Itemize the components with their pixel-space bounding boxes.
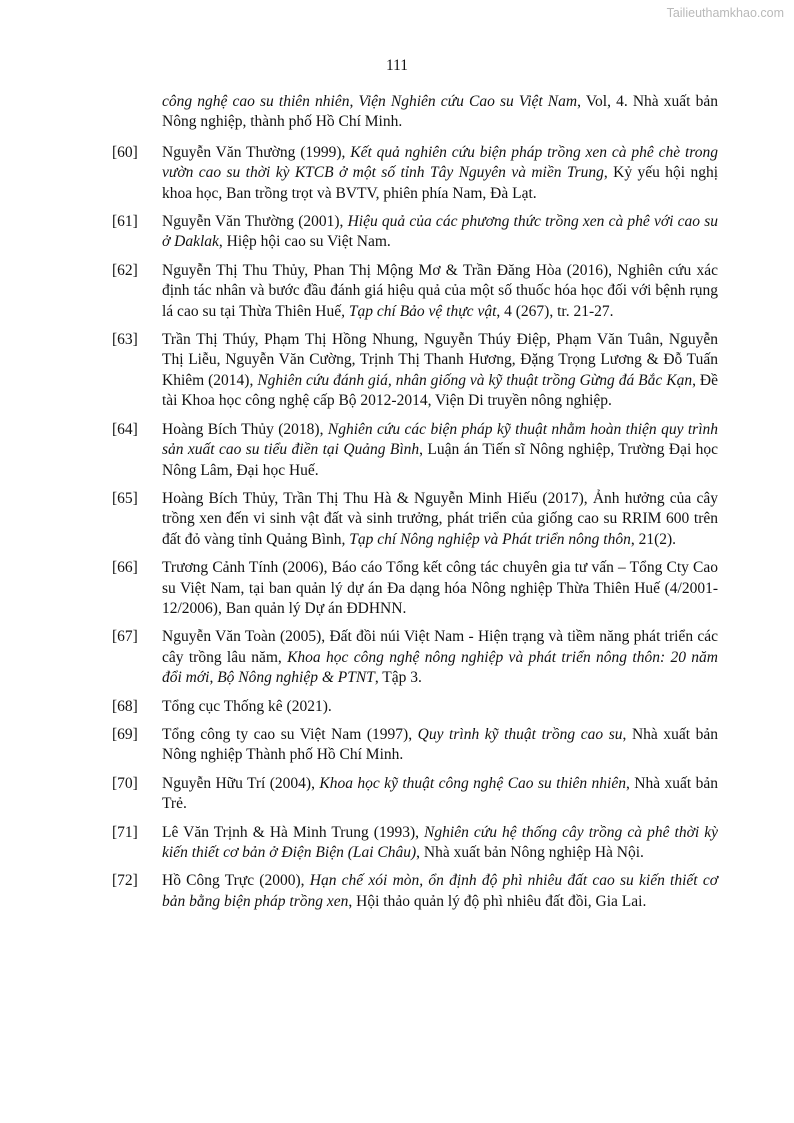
reference-segment: Trần Thị Thúy, Phạm Thị Hồng Nhung, Nguyễn Thúy Điệp, Phạm Văn Tuân, Nguyễn Thị Liễu, Nguyễn Văn Cường, Trịnh Thị Thanh Hương, Đặng Trọng Lương & Đỗ Tuấn Khiêm (2014),	[162, 331, 718, 389]
reference-segment: , Đề tài Khoa học công nghệ cấp Bộ 2012-2014, Viện Di truyền nông nghiệp.	[162, 371, 718, 410]
reference-segment: , Nhà xuất bản Trẻ.	[162, 774, 719, 813]
reference-number: [60]	[112, 143, 138, 161]
reference-segment: Hồ Công Trực (2000),	[162, 872, 310, 890]
reference-segment: Nguyễn Văn Thường (2001),	[162, 213, 348, 231]
reference-title: Kết quả nghiên cứu biện pháp trồng xen cà phê chè trong vườn cao su thời kỳ KTCB ở một số tỉnh Tây Nguyên và miền Trung	[162, 143, 718, 182]
reference-text	[162, 824, 718, 861]
reference-text	[162, 698, 332, 715]
reference-text	[162, 262, 718, 320]
reference-segment: , Tập 3.	[374, 669, 422, 687]
reference-title: Nghiên cứu đánh giá, nhân giống và kỹ thuật trồng Gừng đá Bắc Kạn	[257, 371, 693, 389]
reference-segment: , Hội thảo quản lý độ phì nhiêu đất đồi, Gia Lai.	[348, 892, 647, 910]
reference-text	[162, 726, 718, 763]
reference-title: , Tạp chí Nông nghiệp và Phát triển nông thôn	[341, 530, 631, 548]
reference-items	[112, 143, 718, 912]
watermark: Tailieuthamkhao.com	[666, 6, 784, 20]
reference-item	[112, 725, 718, 766]
reference-number: [63]	[112, 331, 138, 349]
reference-text	[162, 559, 718, 617]
reference-text	[162, 872, 718, 909]
reference-segment: , 21(2).	[630, 530, 677, 548]
reference-title: Hạn chế xói mòn, ổn định độ phì nhiêu đất cao su kiến thiết cơ bản bằng biện pháp trồng xen	[162, 872, 718, 910]
reference-segment: , Luận án Tiến sĩ Nông nghiệp, Trường Đại học Nông Lâm, Đại học Huế.	[162, 441, 719, 479]
reference-number: [70]	[112, 774, 138, 792]
reference-title: , Tạp chí Bảo vệ thực vật	[341, 302, 497, 320]
reference-item	[112, 774, 718, 815]
reference-item	[112, 261, 718, 322]
reference-number: [66]	[112, 559, 138, 577]
reference-item	[112, 420, 718, 481]
reference-item	[112, 143, 718, 204]
reference-number: [61]	[112, 213, 138, 231]
reference-text	[162, 421, 718, 479]
reference-title: Khoa học công nghệ nông nghiệp và phát triển nông thôn: 20 năm đổi mới, Bộ Nông nghiệp & PTNT	[162, 648, 718, 687]
reference-text	[162, 213, 718, 250]
reference-segment: Nguyễn Văn Thường (1999),	[162, 143, 351, 161]
reference-segment: , Nhà xuất bản Nông nghiệp Thành phố Hồ Chí Minh.	[162, 725, 719, 764]
continuation-rest: , Vol, 4. Nhà xuất bản Nông nghiệp, thành phố Hồ Chí Minh.	[162, 93, 718, 131]
reference-number: [72]	[112, 872, 138, 890]
reference-item	[112, 558, 718, 619]
reference-title: Nghiên cứu hệ thống cây trồng cà phê thời kỳ kiến thiết cơ bản ở Điện Biện (Lai Châu)	[162, 823, 718, 861]
reference-segment: Hoàng Bích Thủy, Trần Thị Thu Hà & Nguyễn Minh Hiếu (2017), Ảnh hưởng của cây trồng xen đến vi sinh vật đất và sinh trưởng, phát triển của giống cao su RRIM 600 trên đất đỏ vàng tỉnh Quảng Bình	[162, 489, 718, 548]
reference-text	[162, 775, 718, 812]
reference-continuation-text	[162, 93, 718, 130]
reference-number: [62]	[112, 261, 138, 279]
reference-list	[112, 92, 718, 920]
reference-text	[162, 144, 718, 202]
reference-segment: , 4 (267), tr. 21-27.	[496, 302, 614, 320]
reference-item	[112, 697, 718, 717]
reference-number: [67]	[112, 628, 138, 646]
reference-item	[112, 823, 718, 864]
reference-text	[162, 331, 718, 409]
reference-continuation	[112, 92, 718, 133]
reference-segment: , Kỷ yếu hội nghị khoa học, Ban trồng trọt và BVTV, phiên phía Nam, Đà Lạt.	[162, 164, 719, 202]
reference-segment: Nguyễn Văn Toàn (2005), Đất đồi núi Việt Nam - Hiện trạng và tiềm năng phát triển các cây trồng lâu năm,	[162, 628, 718, 666]
reference-item	[112, 330, 718, 412]
reference-title: Khoa học kỹ thuật công nghệ Cao su thiên nhiên	[319, 774, 626, 792]
reference-segment: , Hiệp hội cao su Việt Nam.	[218, 233, 391, 251]
reference-number: [64]	[112, 420, 138, 438]
reference-segment: Trương Cảnh Tính (2006), Báo cáo Tổng kết công tác chuyên gia tư vấn – Tổng Cty Cao su Việt Nam, tại ban quản lý dự án Đa dạng hóa Nông nghiệp Thừa Thiên Huế (4/2001-12/2006), Ban quản lý Dự án ĐDHNN.	[162, 559, 718, 617]
reference-number: [71]	[112, 823, 138, 841]
continuation-title: công nghệ cao su thiên nhiên, Viện Nghiên cứu Cao su Việt Nam	[162, 93, 578, 110]
reference-segment: Nguyễn Thị Thu Thủy, Phan Thị Mộng Mơ & Trần Đăng Hòa (2016), Nghiên cứu xác định tác nhân và bước đầu đánh giá hiệu quả của một số thuốc hóa học đối với bệnh rụng lá cao su tại Thừa Thiên Huế	[162, 261, 718, 320]
reference-number: [68]	[112, 697, 138, 715]
reference-segment: , Nhà xuất bản Nông nghiệp Hà Nội.	[416, 844, 644, 861]
reference-text	[162, 490, 718, 548]
reference-segment: Hoàng Bích Thủy (2018),	[162, 420, 328, 438]
reference-text	[162, 628, 718, 686]
reference-item	[112, 871, 718, 912]
reference-title: Quy trình kỹ thuật trồng cao su	[417, 725, 623, 743]
reference-segment: Tổng công ty cao su Việt Nam (1997),	[162, 725, 418, 743]
reference-number: [69]	[112, 725, 138, 743]
reference-segment: Lê Văn Trịnh & Hà Minh Trung (1993),	[162, 823, 425, 841]
reference-title: Nghiên cứu các biện pháp kỹ thuật nhằm hoàn thiện quy trình sản xuất cao su tiểu điền tại Quảng Bình	[162, 420, 719, 459]
reference-item	[112, 489, 718, 550]
reference-item	[112, 212, 718, 253]
page-number: 111	[385, 57, 409, 74]
reference-title: Hiệu quả của các phương thức trồng xen cà phê với cao su ở Daklak	[162, 213, 718, 251]
reference-item	[112, 627, 718, 688]
reference-number: [65]	[112, 489, 138, 507]
reference-segment: Tổng cục Thống kê (2021).	[162, 697, 332, 715]
reference-segment: Nguyễn Hữu Trí (2004),	[162, 774, 320, 792]
